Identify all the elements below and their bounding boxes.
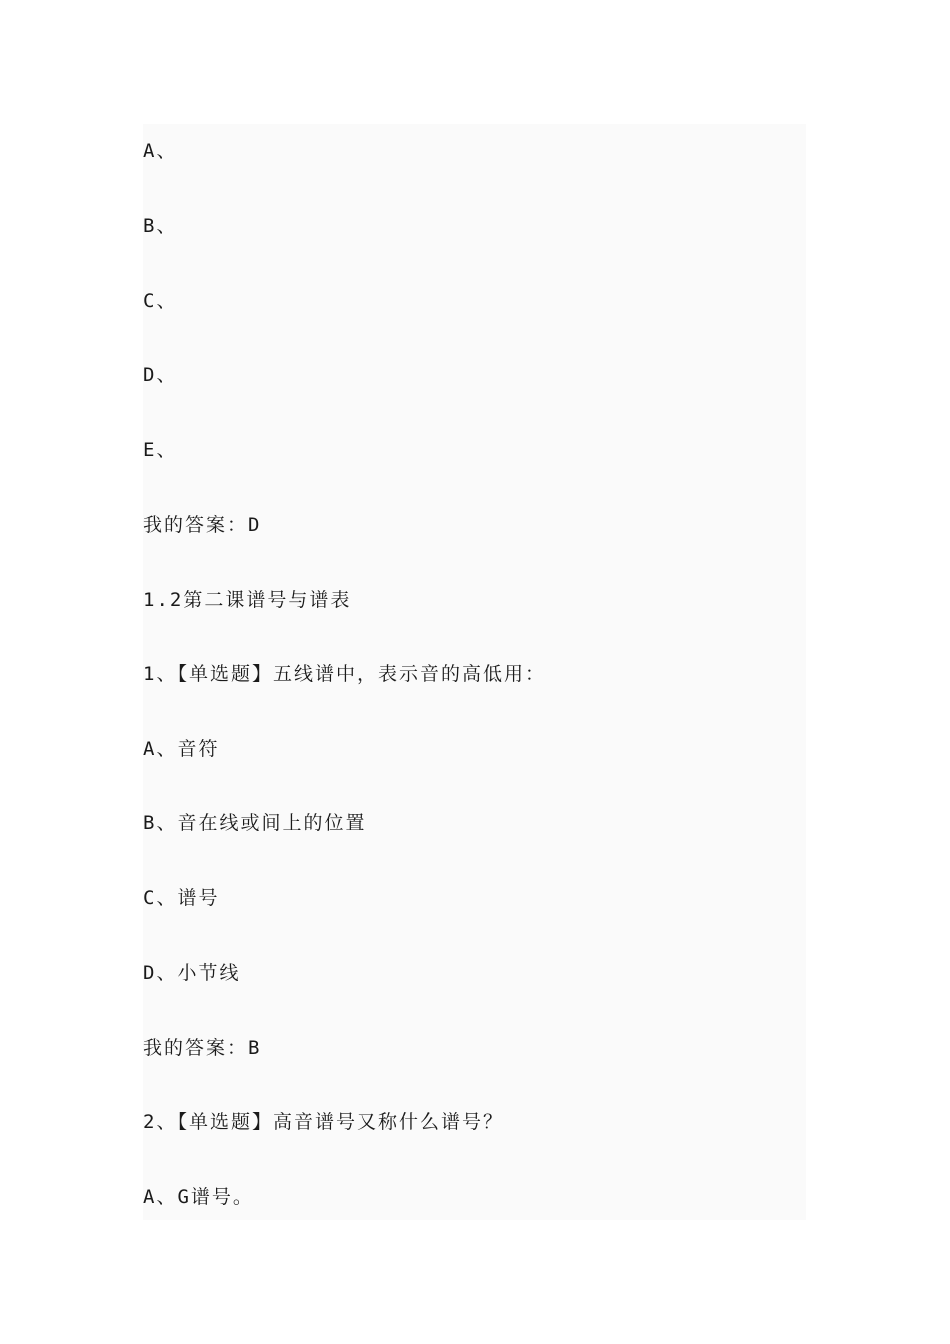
question-1-option-c: C、谱号	[143, 887, 220, 909]
question-1-option-d: D、小节线	[143, 962, 241, 984]
option-d-blank: D、	[143, 364, 178, 386]
question-1: 1、【单选题】五线谱中，表示音的高低用：	[143, 663, 546, 685]
question-1-option-a: A、音符	[143, 738, 220, 760]
question-2-option-a: A、G谱号。	[143, 1186, 254, 1208]
section-heading: 1.2第二课谱号与谱表	[143, 589, 352, 611]
question-1-option-b: B、音在线或间上的位置	[143, 812, 367, 834]
option-c-blank: C、	[143, 290, 178, 312]
question-1-my-answer: 我的答案：B	[143, 1037, 262, 1059]
question-2: 2、【单选题】高音谱号又称什么谱号？	[143, 1111, 504, 1133]
option-a-blank: A、	[143, 140, 178, 162]
option-b-blank: B、	[143, 215, 178, 237]
my-answer: 我的答案：D	[143, 514, 262, 536]
option-e-blank: E、	[143, 439, 178, 461]
